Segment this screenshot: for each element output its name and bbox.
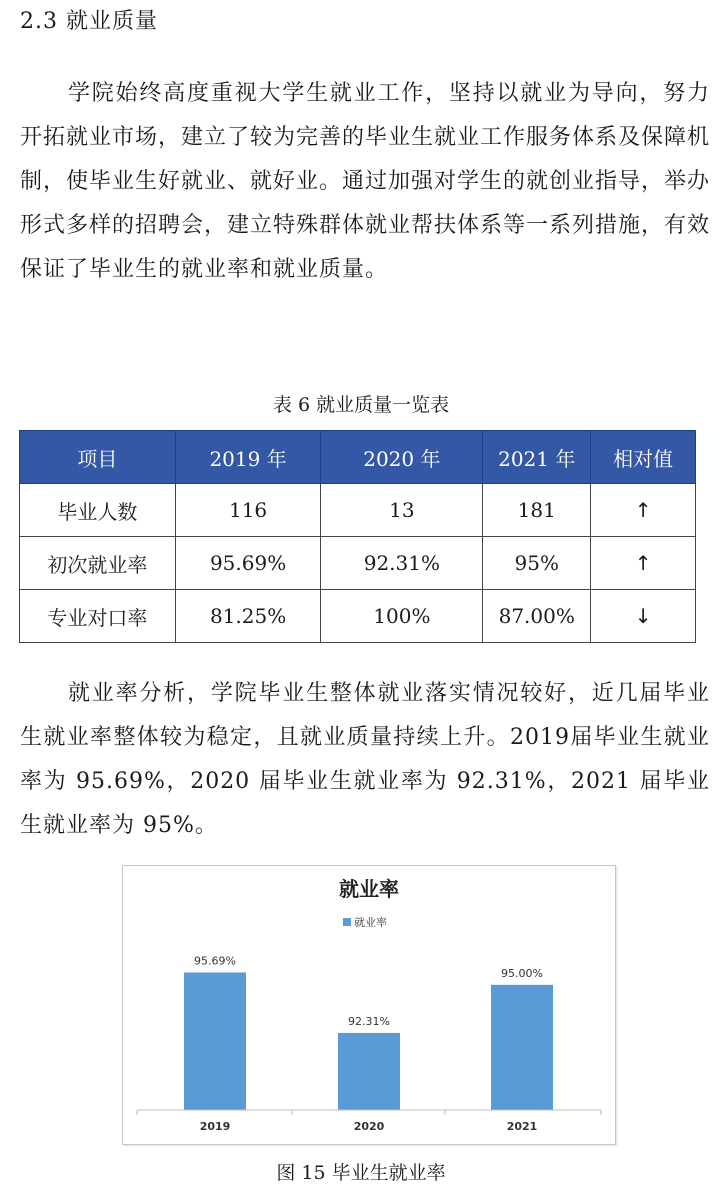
table-cell: 92.31% — [321, 537, 483, 590]
chart-legend — [343, 915, 387, 929]
bar-2020 — [338, 1033, 400, 1110]
x-tick-label: 2021 — [506, 1120, 538, 1133]
data-label: 95.00% — [501, 966, 543, 980]
table-caption: 表 6 就业质量一览表 — [272, 394, 450, 416]
row-label: 初次就业率 — [20, 537, 176, 590]
legend-swatch — [343, 918, 351, 926]
table-row — [20, 537, 696, 590]
table-cell: 87.00% — [483, 590, 591, 643]
legend-label: 就业率 — [354, 916, 387, 929]
down-arrow-icon: ↓ — [591, 590, 696, 643]
table-cell: 95% — [483, 537, 591, 590]
header-cell: 2021 年 — [483, 431, 591, 484]
bar-2021 — [491, 985, 553, 1110]
table-row — [20, 590, 696, 643]
chart-bars — [184, 954, 553, 1133]
table-cell: 81.25% — [175, 590, 321, 643]
up-arrow-icon: ↑ — [591, 484, 696, 537]
data-label: 92.31% — [348, 1014, 390, 1028]
intro-paragraph: 学院始终高度重视大学生就业工作，坚持以就业为导向，努力开拓就业市场，建立了较为完善的毕业生就业工作服务体系及保障机制，使毕业生好就业、就好业。通过加强对学生的就创业指导，举办形式多样的招聘会，建立特殊群体就业帮扶体系等一系列措施，有效保证了毕业生的就业率和就业质量。 — [20, 81, 711, 282]
chart-canvas — [123, 866, 615, 1144]
analysis-paragraph: 就业率分析，学院毕业生整体就业落实情况较好，近几届毕业生就业率整体较为稳定，且就业质量持续上升。2019届毕业生就业率为 95.69%，2020 届毕业生就业率为 92.31%，2021 届毕业生就业率为 95%。 — [20, 681, 710, 838]
bar-2019 — [184, 972, 246, 1110]
table-cell: 13 — [321, 484, 483, 537]
up-arrow-icon: ↑ — [591, 537, 696, 590]
table-row — [20, 484, 696, 537]
x-tick-label: 2019 — [199, 1120, 231, 1133]
figure-caption: 图 15 毕业生就业率 — [276, 1162, 446, 1184]
employment-rate-chart — [122, 865, 616, 1145]
table-header-row — [20, 431, 696, 484]
table-cell: 95.69% — [175, 537, 321, 590]
row-label: 毕业人数 — [20, 484, 176, 537]
x-tick-label: 2020 — [353, 1120, 385, 1133]
chart-title: 就业率 — [339, 877, 399, 901]
header-cell: 项目 — [20, 431, 176, 484]
header-cell: 2019 年 — [175, 431, 321, 484]
header-cell: 2020 年 — [321, 431, 483, 484]
data-label: 95.69% — [194, 954, 236, 968]
row-label: 专业对口率 — [20, 590, 176, 643]
header-cell: 相对值 — [591, 431, 696, 484]
employment-quality-table — [19, 430, 696, 643]
table-cell: 181 — [483, 484, 591, 537]
table-cell: 116 — [175, 484, 321, 537]
section-heading: 2.3 就业质量 — [20, 9, 158, 34]
table-cell: 100% — [321, 590, 483, 643]
